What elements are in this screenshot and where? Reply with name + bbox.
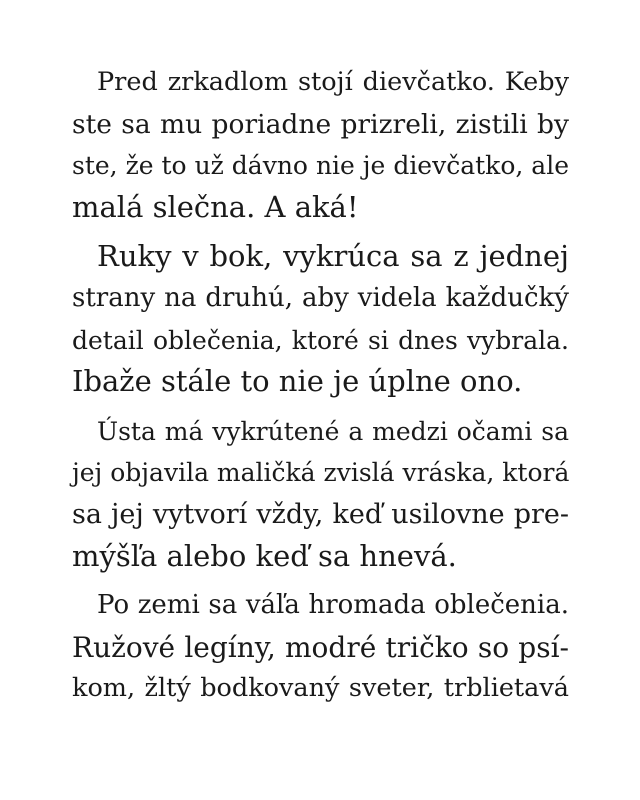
text-line: strany na druhú, aby videla každučký xyxy=(72,282,569,313)
text-line: Po zemi sa váľa hromada oblečenia. xyxy=(97,590,569,621)
text-line: Ibaže stále to nie je úplne ono. xyxy=(72,364,523,399)
paragraph-4 xyxy=(72,585,569,710)
text-line: Ústa má vykrútené a medzi očami sa xyxy=(97,416,569,446)
text-line: ste sa mu poriadne prizreli, zistili by xyxy=(72,108,569,140)
text-line: Ruky v bok, vykrúca sa z jednej xyxy=(97,239,569,274)
text-line: Pred zrkadlom stojí dievčatko. Keby xyxy=(97,67,569,97)
text-line: jej objavila maličká zvislá vráska, ktorá xyxy=(72,458,570,488)
paragraph-2 xyxy=(72,236,569,402)
paragraph-1 xyxy=(72,62,569,228)
text-line: Ružové legíny, modré tričko so psí- xyxy=(72,630,569,664)
paragraph-3 xyxy=(72,411,569,577)
text-line: kom, žltý bodkovaný sveter, trblietavá xyxy=(72,673,569,704)
text-line: malá slečna. A aká! xyxy=(72,189,359,224)
book-page xyxy=(72,62,569,718)
text-line: detail oblečenia, ktoré si dnes vybrala. xyxy=(72,325,569,355)
text-line: sa jej vytvorí vždy, keď usilovne pre- xyxy=(72,498,569,530)
text-line: mýšľa alebo keď sa hnevá. xyxy=(72,538,457,573)
text-line: ste, že to už dávno nie je dievčatko, ale xyxy=(72,151,569,181)
